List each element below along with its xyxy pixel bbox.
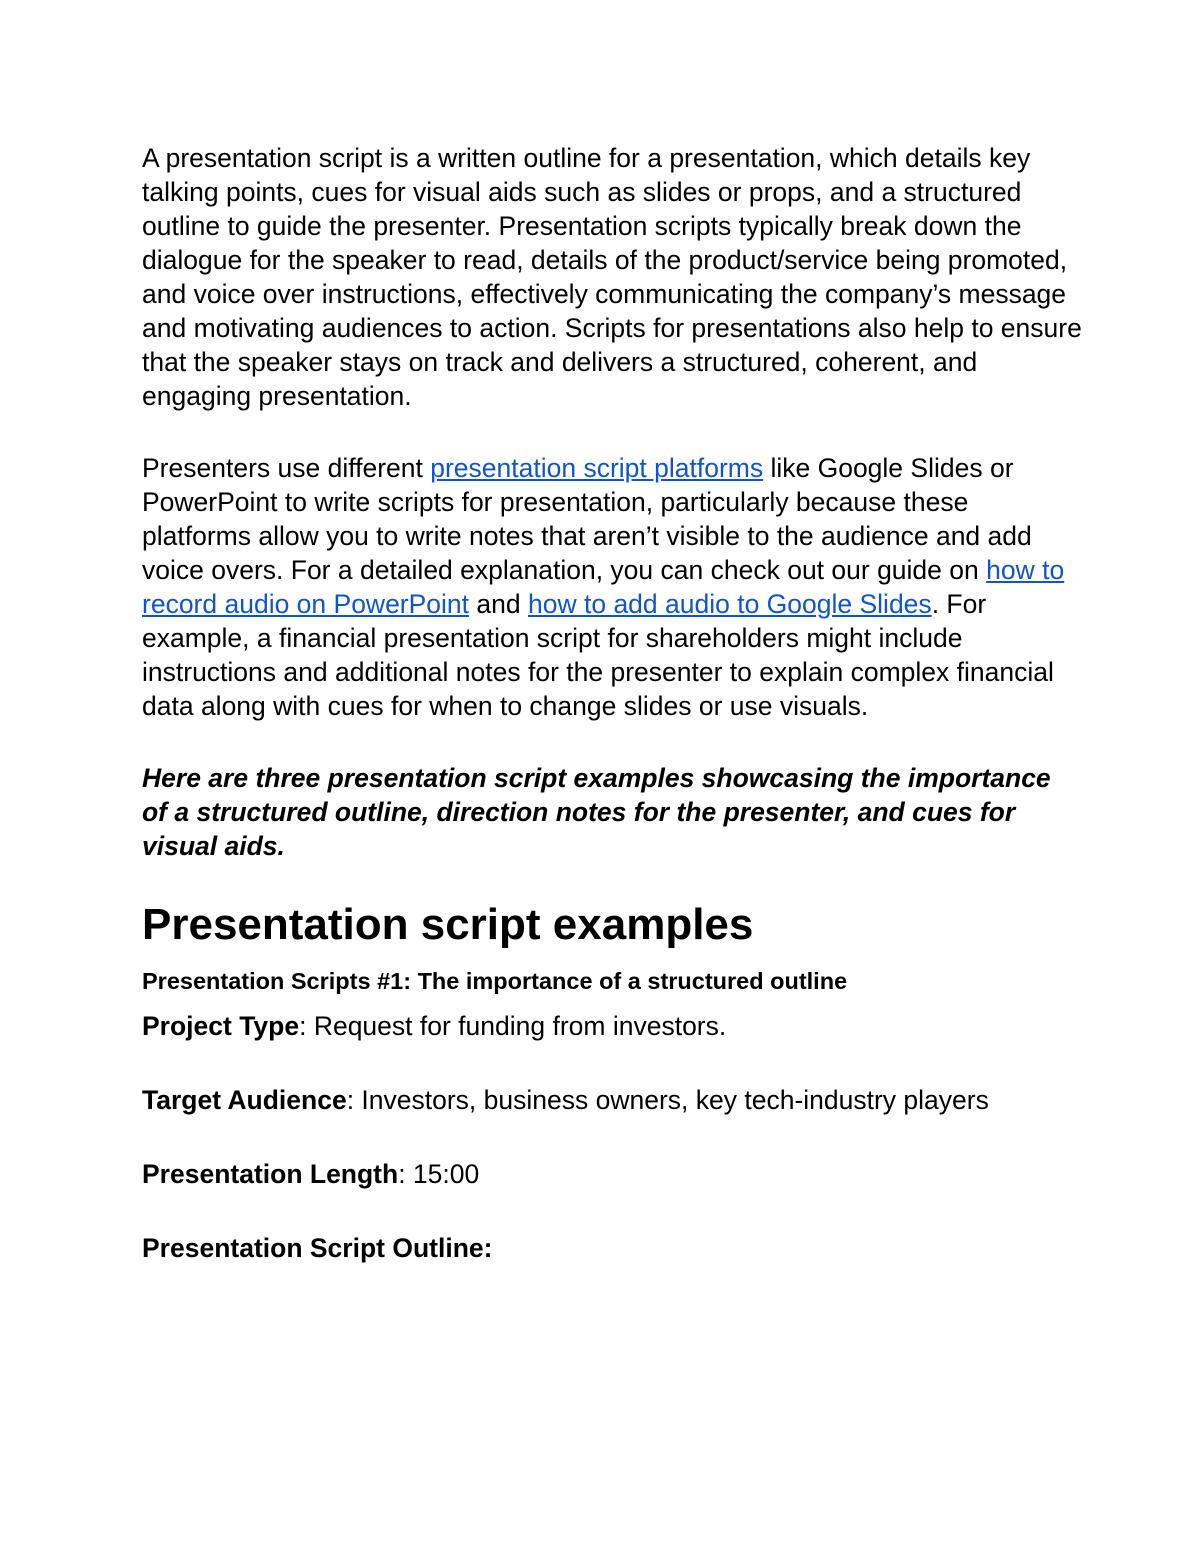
paragraph-text: like Google Slides or PowerPoint to write scripts for presentation, particularly because these platforms allow you to write notes that aren’t visible to the audience and add voice overs. For a detailed explanation, you can check out our guide on [142,453,1032,585]
example-1-title: Presentation Scripts #1: The importance of a structured outline [142,968,848,994]
field-label: Presentation Script Outline: [142,1233,493,1263]
presentation-length-field [142,1157,1082,1191]
project-type-field [142,1009,1082,1043]
section-title: Presentation script examples [142,900,754,949]
platforms-paragraph [142,451,1082,723]
target-audience-field [142,1083,1082,1117]
paragraph-text: . For example, a financial presentation script for shareholders might include instructions and additional notes for the presenter to explain complex financial data along with cues for when to change slides or use visuals. [142,589,1054,721]
examples-intro: Here are three presentation script examples showcasing the importance of a structured outline, direction notes for the presenter, and cues for visual aids. [142,763,1051,861]
field-value: : Request for funding from investors. [299,1011,727,1041]
field-label: Presentation Length [142,1159,399,1189]
document-content [142,141,1082,1265]
field-label: Project Type [142,1011,300,1041]
field-label: Target Audience [142,1085,347,1115]
add-audio-google-slides-link[interactable]: how to add audio to Google Slides [528,589,932,619]
intro-paragraph: A presentation script is a written outline for a presentation, which details key talking points, cues for visual aids such as slides or props, and a structured outline to guide the presenter. Presentation scripts typically break down the dialogue for the speaker to read, details of the product/service being promoted, and voice over instructions, effectively communicating the company’s message and motivating audiences to action. Scripts for presentations also help to ensure that the speaker stays on track and delivers a structured, coherent, and engaging presentation. [142,143,1082,411]
paragraph-text: and [469,589,528,619]
field-value: : 15:00 [398,1159,480,1189]
presentation-script-platforms-link[interactable]: presentation script platforms [430,453,764,483]
script-outline-heading [142,1231,1082,1265]
field-value: : Investors, business owners, key tech-industry players [346,1085,989,1115]
record-audio-powerpoint-link[interactable]: how to record audio on PowerPoint [142,555,1065,619]
paragraph-text: Presenters use different [142,453,431,483]
